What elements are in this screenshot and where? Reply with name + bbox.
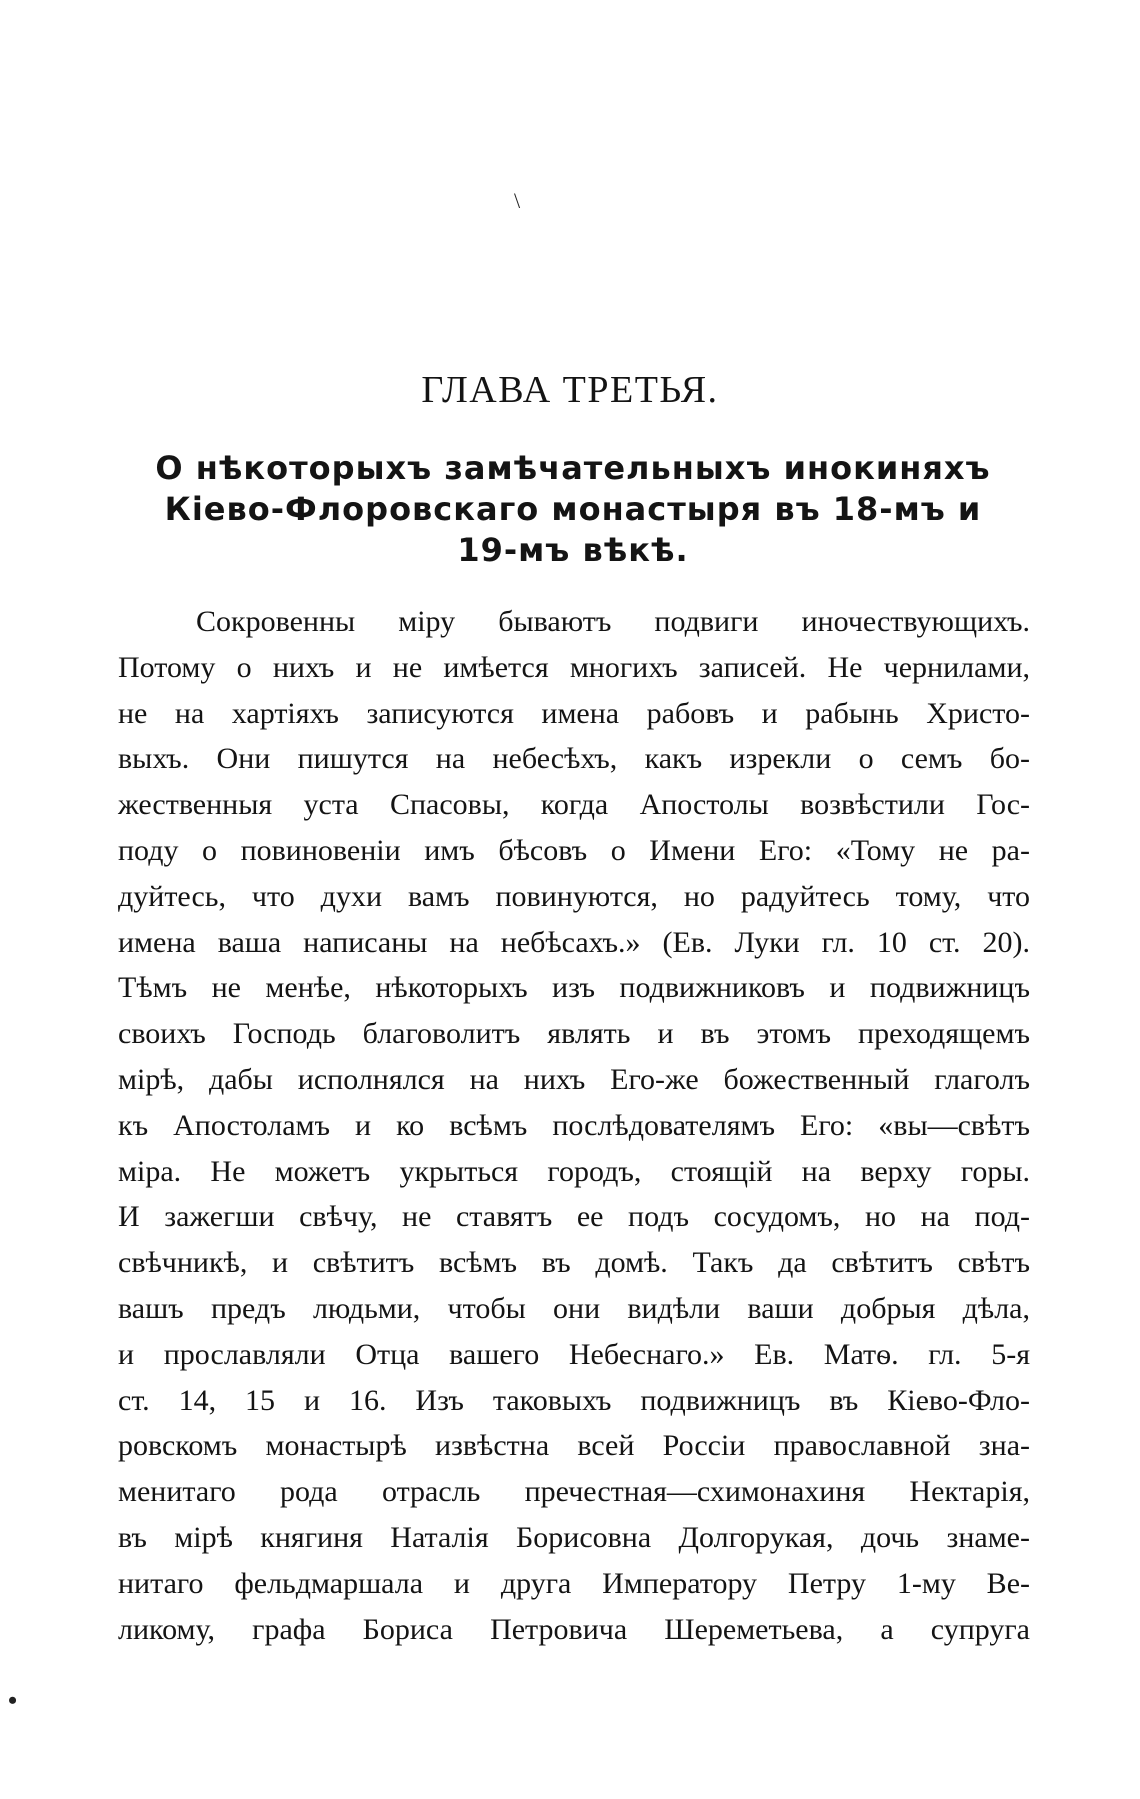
body-line: міра. Не можетъ укрыться городъ, стоящій на верху горы. bbox=[118, 1154, 1030, 1188]
body-line: ликому, графа Бориса Петровича Шереметьева, а супруга bbox=[118, 1612, 1030, 1646]
body-line: мірѣ, дабы исполнялся на нихъ Его-же божественный глаголъ bbox=[118, 1062, 1030, 1096]
chapter-title: ГЛАВА ТРЕТЬЯ. bbox=[421, 369, 719, 411]
body-line: И зажегши свѣчу, не ставятъ ее подъ сосудомъ, но на под- bbox=[118, 1200, 1030, 1234]
body-line: Потому о нихъ и не имѣется многихъ записей. Не чернилами, bbox=[118, 650, 1030, 684]
body-line: и прославляли Отца вашего Небеснаго.» Ев. Матѳ. гл. 5-я bbox=[118, 1337, 1030, 1371]
body-line: Сокровенны міру бываютъ подвиги иночествующихъ. bbox=[196, 605, 1030, 638]
body-line: не на хартіяхъ записуются имена рабовъ и рабынь Христо- bbox=[118, 696, 1030, 730]
chapter-subtitle bbox=[118, 448, 1028, 571]
body-line: менитаго рода отрасль пречестная—схимонахиня Нектарія, bbox=[118, 1475, 1030, 1509]
subtitle-line: 19-мъ вѣкѣ. bbox=[457, 531, 689, 569]
body-line: поду о повиновеніи имъ бѣсовъ о Имени Его: «Тому не ра- bbox=[118, 833, 1030, 867]
body-line: дуйтесь, что духи вамъ повинуются, но радуйтесь тому, что bbox=[118, 879, 1030, 913]
body-line: ровскомъ монастырѣ извѣстна всей Россіи православной зна- bbox=[118, 1429, 1030, 1463]
body-line: свѣчникѣ, и свѣтитъ всѣмъ въ домѣ. Такъ да свѣтитъ свѣтъ bbox=[118, 1246, 1030, 1280]
subtitle-line: О нѣкоторыхъ замѣчательныхъ инокиняхъ bbox=[155, 449, 991, 487]
body-line: имена ваша написаны на небѣсахъ.» (Ев. Луки гл. 10 ст. 20). bbox=[118, 925, 1030, 959]
subtitle-line: Кіево-Флоровскаго монастыря въ 18-мъ и bbox=[164, 490, 982, 528]
body-paragraph bbox=[118, 599, 1030, 1652]
body-line: къ Апостоламъ и ко всѣмъ послѣдователямъ Его: «вы—свѣтъ bbox=[118, 1108, 1030, 1142]
stray-mark-margin: • bbox=[8, 1686, 18, 1715]
body-line: ст. 14, 15 и 16. Изъ таковыхъ подвижницъ въ Кіево-Фло- bbox=[118, 1383, 1030, 1417]
body-line: Тѣмъ не менѣе, нѣкоторыхъ изъ подвижниковъ и подвижницъ bbox=[118, 971, 1030, 1005]
body-line: вашъ предъ людьми, чтобы они видѣли ваши добрыя дѣла, bbox=[118, 1291, 1030, 1325]
body-line: нитаго фельдмаршала и друга Императору Петру 1-му Ве- bbox=[118, 1566, 1030, 1600]
body-line: своихъ Господь благоволитъ являть и въ этомъ преходящемъ bbox=[118, 1017, 1030, 1051]
stray-mark-top: \ bbox=[514, 188, 521, 213]
body-line: въ мірѣ княгиня Наталія Борисовна Долгорукая, дочь знаме- bbox=[118, 1520, 1030, 1554]
body-line: выхъ. Они пишутся на небесѣхъ, какъ изрекли о семъ бо- bbox=[118, 742, 1030, 776]
body-line: жественныя уста Спасовы, когда Апостолы возвѣстили Гос- bbox=[118, 788, 1030, 822]
